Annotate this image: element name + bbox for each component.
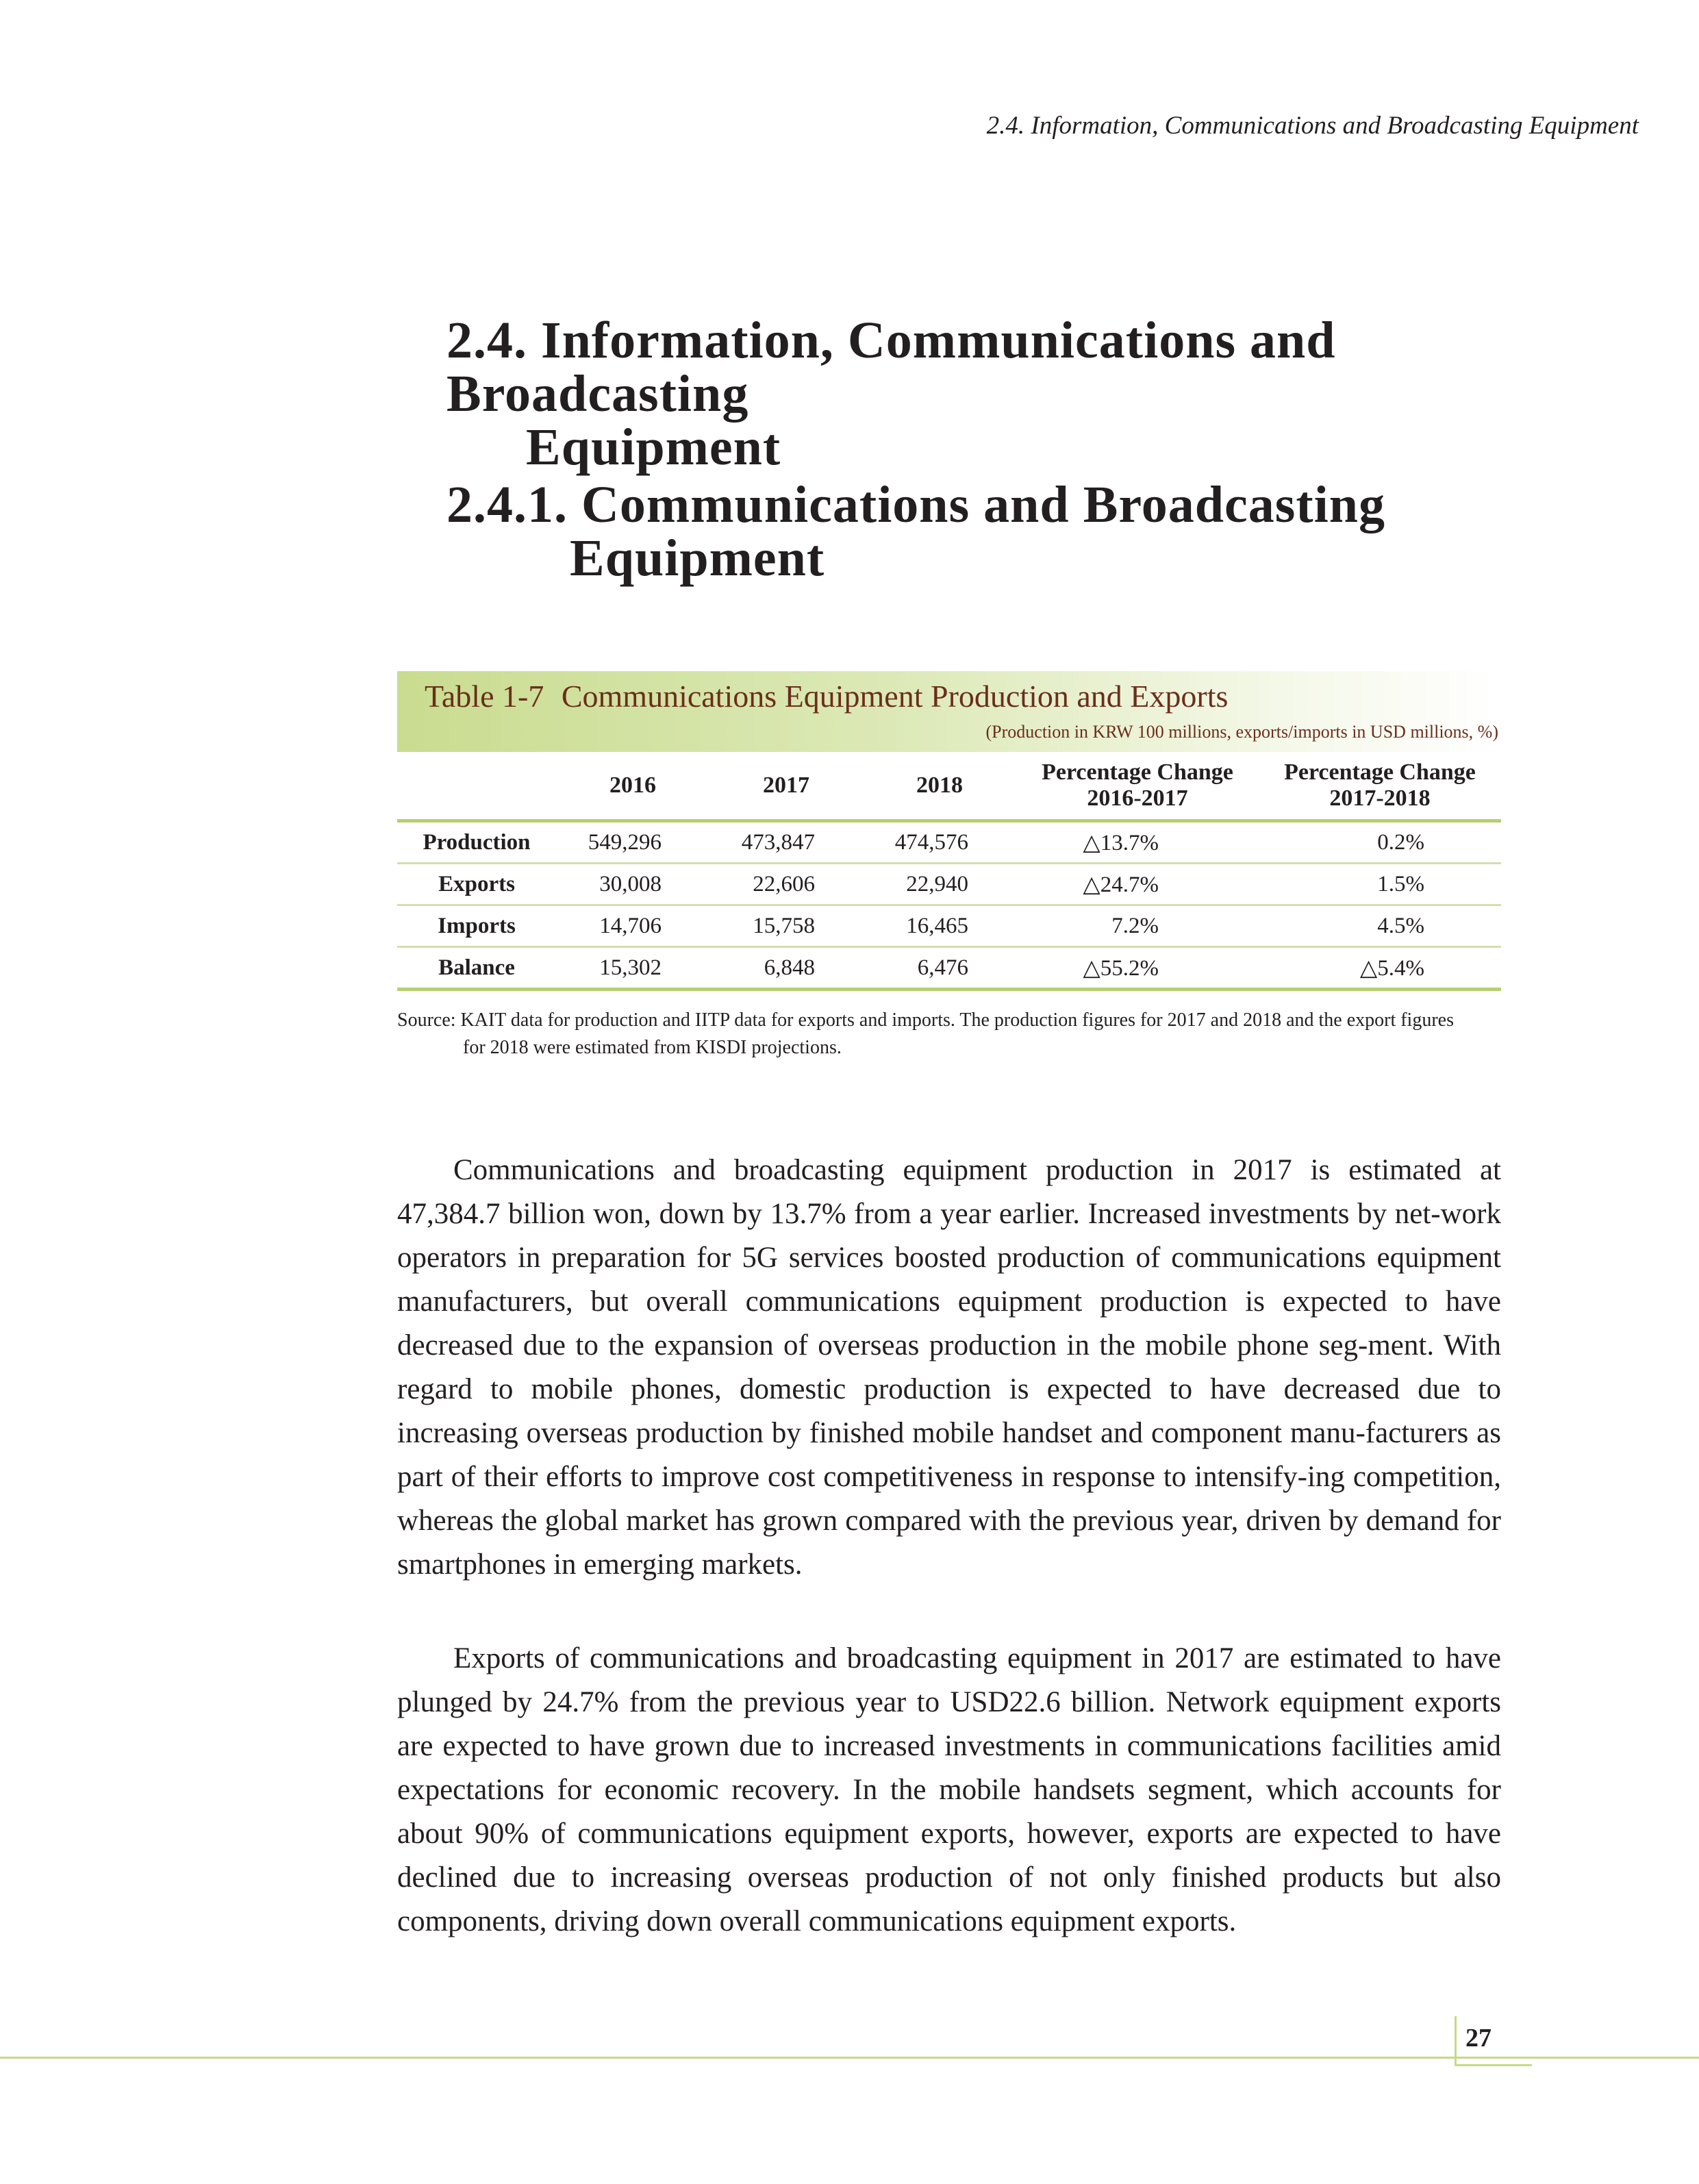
table-row [397,864,1501,905]
cell-pct-2016-2017: △24.7% [1083,873,1159,897]
cell-2017: 473,847 [741,829,815,855]
running-header: 2.4. Information, Communications and Broadcasting Equipment [986,112,1639,140]
data-table [397,752,1501,991]
cell-2018: 16,465 [906,913,968,938]
cell-2018: 6,476 [917,955,968,980]
source-line1: Source: KAIT data for production and IITP data for exports and imports. The production figures for 2017 and 2018 and the export figures [397,1009,1454,1031]
header-pct2-line1: Percentage Change [1284,760,1476,785]
header-2016: 2016 [609,773,656,798]
table-units-note: (Production in KRW 100 millions, exports/imports in USD millions, %) [985,722,1498,742]
cell-2016: 549,296 [588,829,662,855]
table-caption [425,678,1228,714]
table-title: Communications Equipment Production and Exports [561,679,1229,714]
row-label: Production [423,829,531,855]
cell-2016: 30,008 [599,871,662,896]
header-pct-change-2017-2018 [1259,752,1501,821]
footer-rule [0,2057,1699,2059]
row-label: Balance [438,955,515,980]
cell-2016: 15,302 [599,955,662,980]
header-pct1-line1: Percentage Change [1042,760,1233,785]
section-heading-line2: Equipment [526,418,781,476]
cell-2018: 474,576 [894,829,968,855]
cell-pct-2016-2017: △13.7% [1083,831,1159,855]
cell-pct-2017-2018: 0.2% [1377,829,1424,855]
header-pct-change-2016-2017 [1016,752,1259,821]
table-source-note [397,1007,1501,1062]
subsection-heading-line1: 2.4.1. Communications and Broadcasting [446,476,1386,534]
header-empty [397,752,556,821]
section-heading-line1: 2.4. Information, Communications and Broadcasting [446,312,1336,423]
header-2017: 2017 [763,773,809,798]
cell-2017: 22,606 [753,871,815,896]
section-heading [446,314,1515,474]
page-number: 27 [1465,2024,1492,2053]
table-row [397,905,1501,947]
body-paragraph: Communications and broadcasting equipment production in 2017 is estimated at 47,384.7 billion won, down by 13.7% from a year earlier. Increased investments by net-work operators in preparation for 5G services boosted production of communications equipment manufacturers, but overall communications equipment production is expected to have decreased due to the expansion of overseas production in the mobile phone seg-ment. With regard to mobile phones, domestic production is expected to have decreased due to increasing overseas production by finished mobile handset and component manu-facturers as part of their efforts to improve cost competitiveness in response to intensify-ing competition, whereas the global market has grown compared with the previous year, driven by demand for smartphones in emerging markets. [397,1154,1501,1581]
table-row [397,947,1501,990]
cell-2016: 14,706 [599,913,662,938]
cell-pct-2016-2017: 7.2% [1111,913,1159,938]
cell-pct-2017-2018: 4.5% [1377,913,1424,938]
cell-pct-2017-2018: 1.5% [1377,871,1424,896]
header-pct2-line2: 2017-2018 [1329,786,1431,811]
cell-pct-2016-2017: △55.2% [1083,956,1159,981]
header-pct1-line2: 2016-2017 [1087,786,1188,811]
header-2018: 2018 [916,773,963,798]
subsection-heading [446,478,1515,585]
cell-2017: 6,848 [764,955,815,980]
row-label: Imports [438,913,516,938]
cell-pct-2017-2018: △5.4% [1359,956,1424,981]
table-header-row [397,752,1501,821]
cell-2018: 22,940 [906,871,968,896]
body-paragraph: Exports of communications and broadcasting equipment in 2017 are estimated to have plunged by 24.7% from the previous year to USD22.6 billion. Network equipment exports are expected to have grown due to increased investments in communications facilities amid expectations for economic recovery. In the mobile handsets segment, which accounts for about 90% of communications equipment exports, however, exports are expected to have declined due to increasing overseas production of not only finished products but also components, driving down overall communications equipment exports. [397,1642,1501,1937]
table-row [397,821,1501,864]
subsection-heading-line2: Equipment [570,529,825,587]
row-label: Exports [438,871,515,896]
cell-2017: 15,758 [753,913,815,938]
source-line2: for 2018 were estimated from KISDI projections. [463,1037,842,1058]
table-number: Table 1-7 [425,679,544,714]
